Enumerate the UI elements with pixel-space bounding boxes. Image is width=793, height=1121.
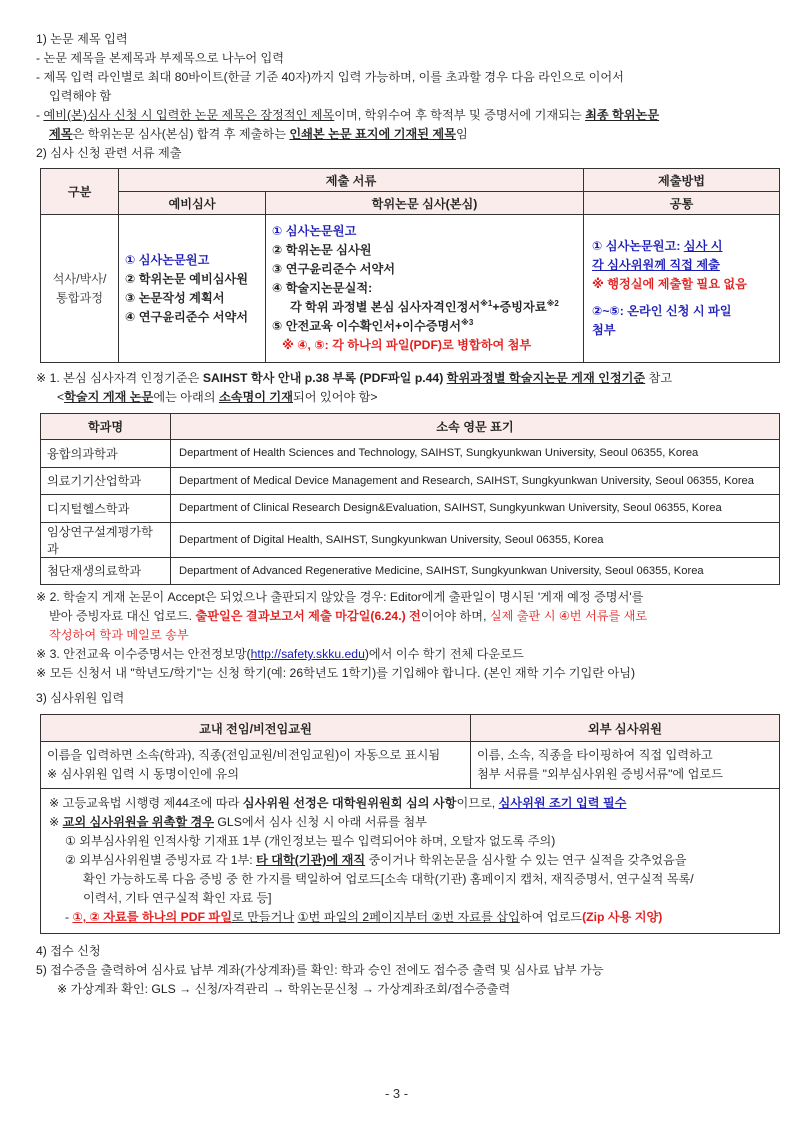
- header-category: 구분: [41, 169, 119, 215]
- category-cell: 석사/박사/ 통합과정: [41, 215, 119, 363]
- affiliation-table: [40, 413, 780, 585]
- printed-cover-title-emphasis: 인쇄본 논문 표지에 기재된 제목: [289, 127, 456, 141]
- section1-title-note-cont: 제목은 학위논문 심사(본심) 합격 후 제출하는 인쇄본 논문 표지에 기재된 제목임: [49, 127, 468, 141]
- header-external: 외부 심사위원: [471, 715, 780, 742]
- table-row: 의료기기산업학과 Department of Medical Device Management and Research, SAIHST, Sungkyunkwan University, Seoul 06355, Korea: [41, 467, 780, 495]
- prelim-item: ③ 논문작성 계획서: [125, 290, 225, 305]
- prelim-item: ② 학위논문 예비심사원: [125, 271, 249, 286]
- main-item: ⑤ 안전교육 이수확인서+이수증명서$^{※3}$: [272, 317, 474, 333]
- header-documents: 제출 서류: [119, 169, 584, 192]
- section1-bullet: - 제목 입력 라인별로 최대 80바이트(한글 기준 40자)까지 입력 가능하며, 이를 초과할 경우 다음 라인으로 이어서: [36, 70, 624, 84]
- section1-heading: 1) 논문 제목 입력: [36, 32, 128, 46]
- section1-bullet-cont: 입력해야 함: [49, 89, 112, 103]
- documents-table: [40, 168, 780, 363]
- section4-heading: 4) 접수 신청: [36, 944, 101, 958]
- safety-site-link[interactable]: http://safety.skku.edu: [250, 647, 365, 661]
- section5-note: ※ 가상계좌 확인: GLS → 신청/자격관리 → 학위논문신청 → 가상계좌조회/접수증출력: [57, 982, 511, 996]
- internal-reviewer-cell: 이름을 입력하면 소속(학과), 직종(전임교원/비전임교원)이 자동으로 표시됨 ※ 심사위원 입력 시 동명이인에 유의: [41, 742, 471, 789]
- footnote-2: ※ 2. 학술지 게재 논문이 Accept은 되었으나 출판되지 않았을 경우: Editor에게 출판일이 명시된 '게재 예정 증명서'를: [36, 590, 644, 604]
- header-dept: 학과명: [41, 414, 171, 440]
- main-item-sub: 각 학위 과정별 본심 심사자격인정서$^{※1}$+증빙자료$^{※2}$: [290, 298, 559, 314]
- main-item: ① 심사논문원고: [272, 224, 357, 238]
- table-row: 임상연구설계평가학과 Department of Digital Health, SAIHST, Sungkyunkwan University, Seoul 06355, Korea: [41, 522, 780, 557]
- main-item: ④ 학술지논문실적:: [272, 281, 373, 295]
- section1-bullet: - 논문 제목을 본제목과 부제목으로 나누어 입력: [36, 51, 285, 65]
- footnote-1-cont: <학술지 게재 논문에는 아래의 소속명이 기재되어 있어야 함>: [57, 390, 378, 404]
- prelim-item: ④ 연구윤리준수 서약서: [125, 309, 249, 324]
- reviewer-table: [40, 714, 780, 934]
- footnote-2-cont: 받아 증빙자료 대신 업로드. 출판일은 결과보고서 제출 마감일(6.24.) 전이어야 하며, 실제 출판 시 ④번 서류를 새로: [49, 609, 648, 623]
- footnote-1: ※ 1. 본심 심사자격 인정기준은 SAIHST 학사 안내 p.38 부록 (PDF파일 p.44) 학위과정별 학술지논문 게재 인정기준 참고: [36, 371, 673, 385]
- header-main-review: 학위논문 심사(본심): [266, 192, 584, 215]
- main-docs-cell: [266, 215, 584, 363]
- section5-heading: 5) 접수증을 출력하여 심사료 납부 계좌(가상계좌)를 확인: 학과 승인 전에도 접수증 출력 및 심사료 납부 가능: [36, 963, 604, 977]
- early-input-required: 심사위원 조기 입력 필수: [498, 796, 627, 810]
- section3-heading: 3) 심사위원 입력: [36, 691, 125, 705]
- prelim-item: ① 심사논문원고: [125, 252, 210, 267]
- deadline-emphasis: 출판일은 결과보고서 제출 마감일(6.24.) 전: [195, 609, 421, 623]
- no-office-submit-note: ※ 행정실에 제출할 필요 없음: [592, 277, 747, 291]
- table-row: 디지털헬스학과 Department of Clinical Research Design&Evaluation, SAIHST, Sungkyunkwan University, Seoul 06355, Korea: [41, 495, 780, 523]
- section1-title-note: - 예비(본)심사 신청 시 입력한 논문 제목은 잠정적인 제목이며, 학위수여 후 학적부 및 증명서에 기재되는 최종 학위논문: [36, 108, 660, 122]
- header-preliminary: 예비심사: [119, 192, 266, 215]
- table-row: 융합의과학과 Department of Health Sciences and Technology, SAIHST, Sungkyunkwan University, Seoul 06355, Korea: [41, 440, 780, 468]
- external-reviewer-cell: 이름, 소속, 직종을 타이핑하여 직접 입력하고 첨부 서류를 "외부심사위원 증빙서류"에 업로드: [471, 742, 780, 789]
- main-item: ② 학위논문 심사원: [272, 243, 372, 257]
- document-page: [36, 30, 761, 999]
- tentative-title-text: 예비(본)심사 신청 시 입력한 논문 제목은 잠정적인 제목: [43, 108, 335, 122]
- page-number: - 3 -: [384, 1086, 409, 1101]
- method-cell: ① 심사논문원고: 심사 시 각 심사위원께 직접 제출 ※ 행정실에 제출할 필요 없음 ②~⑤: 온라인 신청 시 파일 첨부: [584, 215, 780, 363]
- section2-heading: 2) 심사 신청 관련 서류 제출: [36, 146, 182, 160]
- header-internal: 교내 전임/비전임교원: [41, 715, 471, 742]
- reviewer-notes-cell: ※ 고등교육법 시행령 제44조에 따라 심사위원 선정은 대학원위원회 심의 사항이므로, 심사위원 조기 입력 필수 ※ 교외 심사위원을 위촉할 경우 GLS에서 심사 신청 시 아래 서류를 첨부 ① 외부심사위원 인적사항 기재표 1부 (개인정보는 필수 입력되어야 하며, 오탈자 없도록 주의) ② 외부심사위원별 증빙자료 각 1부: 타 대학(기관)에 재직 중이거나 학위논문을 심사할 수 있는 연구 실적을 갖추었음을 확인 가능하도록 다음 증빙 중 한 가지를 택일하여 업로드[소속 대학(기관) 홈페이지 캡처, 재직증명서, 연구실적 목록/ 이력서, 기타 연구실적 확인 자료 등] - ①, ② 자료를 하나의 PDF 파일로 만들거나 ①번 파일의 2페이지부터 ②번 자료를 삽입하여 업로드(Zip 사용 지양): [41, 789, 780, 934]
- footnote-3: ※ 3. 안전교육 이수증명서는 안전정보망(http://safety.skku.edu)에서 이수 학기 전체 다운로드: [36, 647, 524, 661]
- main-item: ③ 연구윤리준수 서약서: [272, 262, 396, 276]
- preliminary-docs-cell: [119, 215, 266, 363]
- footnote-4: ※ 모든 신청서 내 "학년도/학기"는 신청 학기(예: 26학년도 1학기)를 기입해야 합니다. (본인 재학 기수 기입란 아님): [36, 666, 636, 680]
- footnote-2-cont2: 작성하여 학과 메일로 송부: [49, 628, 189, 642]
- final-title-emphasis: 최종 학위논문: [585, 108, 660, 122]
- header-method: 제출방법: [584, 169, 780, 192]
- table-row: 첨단재생의료학과 Department of Advanced Regenerative Medicine, SAIHST, Sungkyunkwan University, Seoul 06355, Korea: [41, 557, 780, 585]
- header-common: 공통: [584, 192, 780, 215]
- header-english: 소속 영문 표기: [171, 414, 780, 440]
- merge-pdf-note: ※ ④, ⑤: 각 하나의 파일(PDF)로 병합하여 첨부: [282, 338, 532, 352]
